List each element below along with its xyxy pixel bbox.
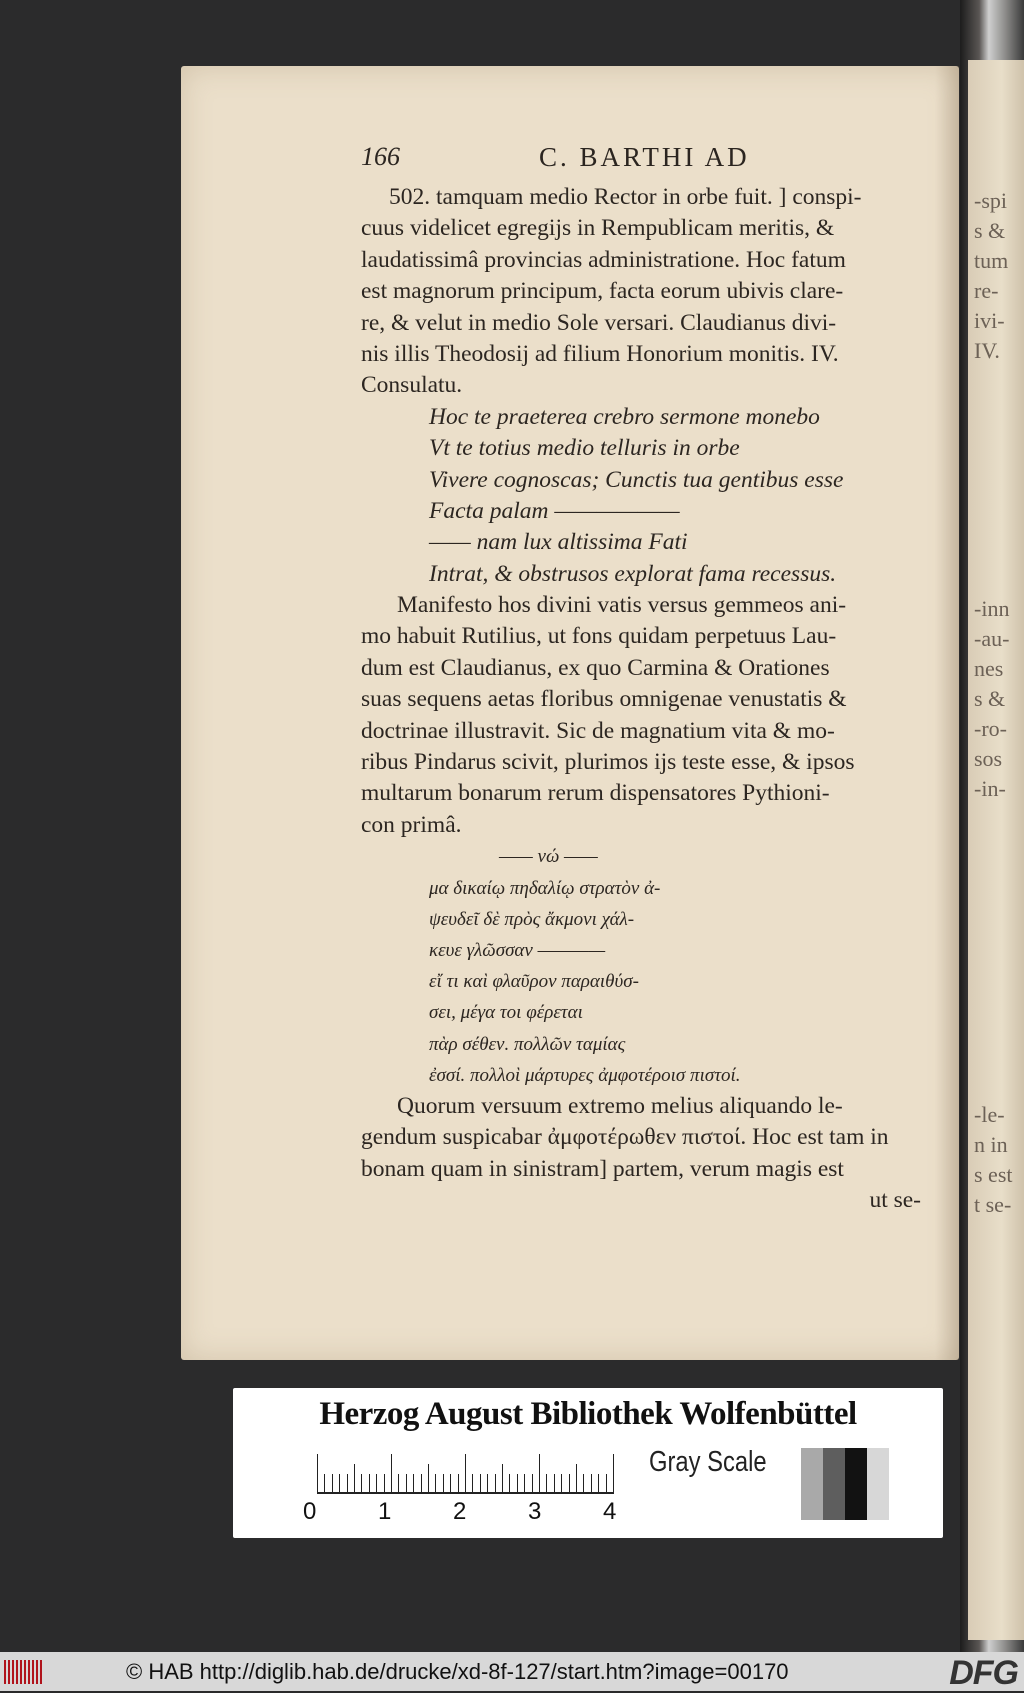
ruler-tick <box>332 1474 333 1494</box>
ruler-tick <box>487 1474 488 1494</box>
greek-heading: —— νώ —— <box>499 846 598 868</box>
ruler-tick <box>539 1454 540 1494</box>
ruler-tick <box>598 1474 599 1494</box>
text-line: ribus Pindarus scivit, plurimos ijs teste esse, & ipsos <box>361 749 855 776</box>
gray-patch <box>867 1448 889 1520</box>
adjacent-page-fragment: s est <box>974 1162 1013 1187</box>
barcode-bar <box>36 1660 38 1684</box>
ruler-tick <box>458 1474 459 1494</box>
greek-verse-line: κευε γλῶσσαν ———— <box>429 939 606 961</box>
text-line: Vivere cognoscas; Cunctis tua gentibus esse <box>429 466 844 493</box>
text-line: bonam quam in sinistram] partem, verum magis est <box>361 1155 844 1182</box>
greek-verse-line: μα δικαίῳ πηδαλίῳ στρατὸν ἀ- <box>429 877 661 899</box>
barcode-bar <box>28 1660 30 1684</box>
page-number: 166 <box>361 142 400 171</box>
ruler-tick <box>546 1474 547 1494</box>
gray-patch <box>801 1448 823 1520</box>
ruler-tick <box>532 1474 533 1494</box>
ruler-tick <box>517 1474 518 1494</box>
ruler-tick <box>591 1474 592 1494</box>
barcode-bar <box>40 1660 42 1684</box>
gray-patch <box>779 1448 801 1520</box>
ruler-tick <box>361 1474 362 1494</box>
greek-verse-line: ἐσσί. πολλοὶ μάρτυρες ἀμφοτέροισ πιστοί. <box>429 1064 741 1086</box>
barcode-bar <box>16 1660 18 1684</box>
page-header <box>361 142 921 182</box>
ruler-tick <box>613 1454 614 1494</box>
ruler-tick <box>561 1474 562 1494</box>
text-line: cuus videlicet egregijs in Rempublicam meritis, & <box>361 215 835 242</box>
ruler-number: 1 <box>378 1498 392 1525</box>
gray-patch <box>845 1448 867 1520</box>
adjacent-page-fragment: s & <box>974 218 1006 243</box>
text-line: est magnorum principum, facta eorum ubivis clare- <box>361 278 844 305</box>
barcode-bar <box>12 1660 14 1684</box>
adjacent-page-fragment: re- <box>974 278 999 303</box>
adjacent-page-fragment: nes <box>974 656 1004 681</box>
text-line: Intrat, & obstrusos explorat fama recessus. <box>429 560 837 587</box>
barcode-bar <box>32 1660 34 1684</box>
ruler-tick <box>354 1464 355 1494</box>
greek-verse-line: σει, μέγα τοι φέρεται <box>429 1002 583 1024</box>
text-line: Consulatu. <box>361 372 463 399</box>
ruler-tick <box>480 1474 481 1494</box>
ruler-tick <box>339 1474 340 1494</box>
barcode-bar <box>20 1660 22 1684</box>
ruler-tick <box>465 1454 466 1494</box>
text-line: Quorum versuum extremo melius aliquando le- <box>397 1092 843 1119</box>
text-line: multarum bonarum rerum dispensatores Pythioni- <box>361 780 830 807</box>
copyright-text: © HAB http://diglib.hab.de/drucke/xd-8f-127/start.htm?image=00170 <box>126 1659 789 1684</box>
adjacent-page-fragment: -inn <box>974 596 1010 621</box>
barcode-bar <box>4 1660 6 1684</box>
ruler-tick <box>450 1474 451 1494</box>
page-text <box>361 182 941 1216</box>
ruler-tick <box>413 1474 414 1494</box>
book-page <box>181 66 959 1360</box>
adjacent-page-fragment: sos <box>974 746 1003 771</box>
greek-verse-line: ψευδεῖ δὲ πρὸς ἄκμονι χάλ- <box>429 908 635 930</box>
ruler-tick <box>606 1474 607 1494</box>
footer-bar <box>0 1652 1024 1691</box>
ruler-tick <box>398 1474 399 1494</box>
ruler-tick <box>391 1454 392 1494</box>
ruler-tick <box>554 1474 555 1494</box>
text-line: suas sequens aetas floribus omnigenae venustatis & <box>361 686 847 713</box>
ruler-tick <box>576 1464 577 1494</box>
barcode-bar <box>24 1660 26 1684</box>
ruler-numbers <box>303 1498 633 1528</box>
text-line: con primâ. <box>361 811 462 838</box>
ruler-tick <box>435 1474 436 1494</box>
gray-patch <box>823 1448 845 1520</box>
ruler-tick <box>369 1474 370 1494</box>
ruler-number: 3 <box>528 1498 542 1525</box>
ruler-tick <box>443 1474 444 1494</box>
library-label-card <box>233 1388 943 1538</box>
adjacent-page-fragment: -spi <box>974 188 1007 213</box>
text-line: mo habuit Rutilius, ut fons quidam perpetuus Lau- <box>361 623 837 650</box>
text-line: nis illis Theodosij ad filium Honorium monitis. IV. <box>361 340 839 367</box>
ruler-number: 4 <box>603 1498 617 1525</box>
text-line: re, & velut in medio Sole versari. Claudianus divi- <box>361 309 837 336</box>
adjacent-page-fragment: ivi- <box>974 308 1005 333</box>
library-name: Herzog August Bibliothek Wolfenbüttel <box>319 1396 857 1432</box>
text-line: Vt te totius medio telluris in orbe <box>429 435 740 462</box>
text-line: Hoc te praeterea crebro sermone monebo <box>429 403 820 430</box>
adjacent-page-fragment: t se- <box>974 1192 1012 1217</box>
ruler-tick <box>509 1474 510 1494</box>
ruler-tick <box>502 1464 503 1494</box>
adjacent-page-fragment: tum <box>974 248 1009 273</box>
ruler-tick <box>317 1454 318 1494</box>
adjacent-page-fragment: s & <box>974 686 1006 711</box>
ruler-tick <box>376 1474 377 1494</box>
text-line: laudatissimâ provincias administratione. Hoc fatum <box>361 246 846 273</box>
ruler-tick <box>569 1474 570 1494</box>
ruler-tick <box>524 1474 525 1494</box>
barcode-icon <box>4 1660 46 1684</box>
ruler-tick <box>421 1474 422 1494</box>
adjacent-page-fragment: -in- <box>974 776 1006 801</box>
gray-scale-patches <box>779 1448 889 1520</box>
adjacent-page-fragment: -ro- <box>974 716 1007 741</box>
adjacent-page <box>968 60 1024 1640</box>
adjacent-page-fragment: -le- <box>974 1102 1005 1127</box>
ruler-tick <box>406 1474 407 1494</box>
text-line: 502. tamquam medio Rector in orbe fuit. ] conspi- <box>389 184 862 210</box>
greek-verse-line: πὰρ σέθεν. πολλῶν ταμίας <box>429 1033 626 1055</box>
measure-ruler <box>317 1450 627 1494</box>
ruler-tick <box>428 1464 429 1494</box>
ruler-tick <box>384 1474 385 1494</box>
text-line: dum est Claudianus, ex quo Carmina & Orationes <box>361 654 830 681</box>
text-line: Facta palam —————— <box>429 497 680 524</box>
dfg-logo: DFG <box>949 1654 1018 1692</box>
adjacent-page-fragment: IV. <box>974 338 1000 363</box>
running-head: C. BARTHI AD <box>539 142 750 172</box>
ruler-tick <box>347 1474 348 1494</box>
ruler-tick <box>472 1474 473 1494</box>
ruler-number: 0 <box>303 1498 317 1525</box>
text-line: Manifesto hos divini vatis versus gemmeos ani- <box>397 592 847 619</box>
text-line: doctrinae illustravit. Sic de magnatium vita & mo- <box>361 717 835 744</box>
ruler-tick <box>583 1474 584 1494</box>
adjacent-page-fragment: -au- <box>974 626 1010 651</box>
text-line: —— nam lux altissima Fati <box>429 529 688 556</box>
ruler-tick <box>324 1474 325 1494</box>
ruler-number: 2 <box>453 1498 467 1525</box>
text-line: ut se- <box>869 1187 921 1214</box>
adjacent-page-fragment: n in <box>974 1132 1008 1157</box>
text-line: gendum suspicabar ἀμφοτέρωθεν πιστοί. Hoc est tam in <box>361 1124 889 1151</box>
ruler-tick <box>495 1474 496 1494</box>
barcode-bar <box>8 1660 10 1684</box>
greek-verse-line: εἴ τι καὶ φλαῦρον παραιθύσ- <box>429 971 639 993</box>
gray-scale-label: Gray Scale <box>649 1446 767 1478</box>
